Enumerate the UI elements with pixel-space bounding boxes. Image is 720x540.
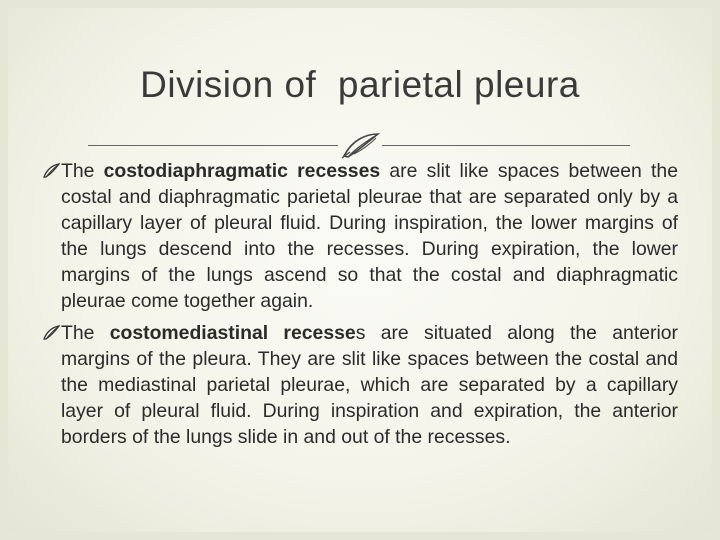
bullet-item-costodiaphragmatic <box>43 158 678 314</box>
bullet-prefix: The <box>61 322 110 344</box>
title-divider-right <box>382 145 630 146</box>
leaf-bullet-icon <box>43 163 60 178</box>
leaf-bullet-icon <box>43 325 60 340</box>
bullet-term: costomediastinal recesse <box>109 322 356 344</box>
bullet-text: are slit like spaces between the costal and diaphragmatic parietal pleurae that are separated only by a capillary layer of pleural fluid. During inspiration, the lower margins of the lungs descend into the recesses. During expiration, the lower margins of the lungs ascend so that the costal and diaphragmatic pleurae come together again. <box>61 160 678 312</box>
slide-title: Division of parietal pleura <box>140 64 580 105</box>
bullet-list <box>43 158 678 450</box>
leaf-flourish-icon <box>340 130 382 160</box>
bullet-term: costodiaphragmatic recesses <box>103 160 381 182</box>
bullet-prefix: The <box>61 160 104 182</box>
bullet-text: s are situated along the anterior margins of the pleura. They are slit like spaces between the costal and the mediastinal parietal pleurae, which are separated by a capillary layer of pleural fluid. During inspiration and expiration, the anterior borders of the lungs slide in and out of the recesses. <box>61 322 678 448</box>
title-divider-left <box>88 145 338 146</box>
bullet-item-costomediastinal <box>43 320 678 450</box>
